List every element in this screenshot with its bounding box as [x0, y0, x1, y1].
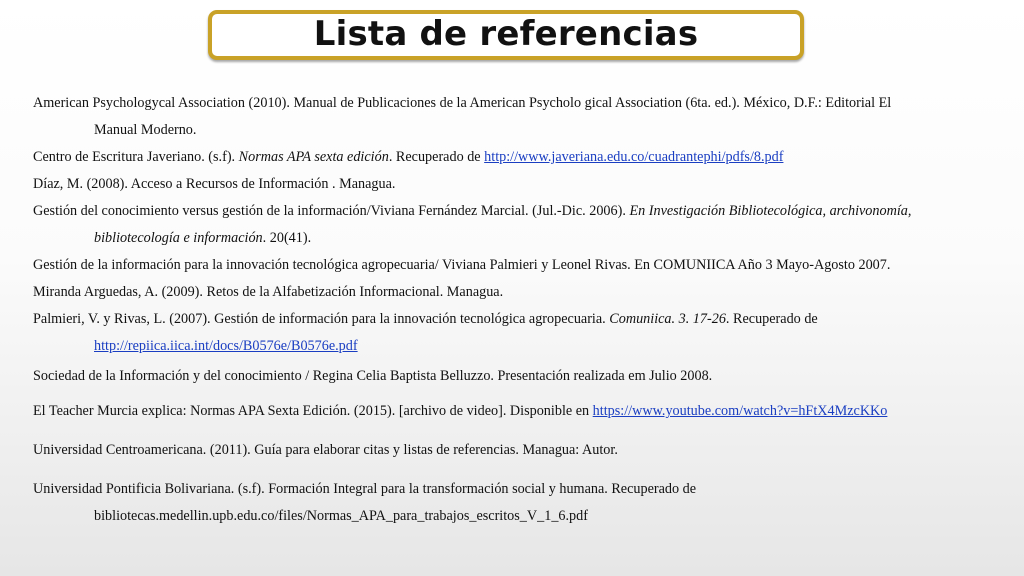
reference-sociedad — [33, 363, 993, 390]
reference-text: Universidad Pontificia Bolivariana. (s.f). Formación Integral para la transformación social y humana. Recuperado de — [33, 481, 697, 497]
reference-text: Palmieri, V. y Rivas, L. (2007). Gestión de información para la innovación tecnológica agropecuaria. — [33, 311, 610, 327]
reference-text: Díaz, M. (2008). Acceso a Recursos de Información . Managua. — [33, 176, 396, 192]
reference-miranda — [33, 279, 993, 306]
slide-title: Lista de referencias — [313, 14, 699, 54]
reference-upb-line-1 — [33, 476, 993, 503]
reference-apa-line-1 — [33, 90, 993, 117]
reference-gestion-informacion — [33, 252, 993, 279]
reference-link-javeriana[interactable]: http://www.javeriana.edu.co/cuadrantephi/pdfs/8.pdf — [484, 149, 784, 165]
reference-text: . 20(41). — [262, 230, 312, 246]
reference-text: Centro de Escritura Javeriano. (s.f). — [33, 149, 239, 165]
reference-text: Gestión de la información para la innovación tecnológica agropecuaria/ Viviana Palmieri y Leonel Rivas. En COMUNIICA Año 3 Mayo-Agosto 2007. — [33, 257, 891, 273]
reference-text: bibliotecas.medellin.upb.edu.co/files/Normas_APA_para_trabajos_escritos_V_1_6.pdf — [94, 508, 588, 524]
reference-title-italic: Comuniica. 3. 17-26 — [609, 311, 726, 327]
reference-text: Gestión del conocimiento versus gestión de la información/Viviana Fernández Marcial. (Jul.-Dic. 2006). — [33, 203, 630, 219]
reference-text: American Psychologycal Association (2010). Manual de Publicaciones de la American Psycholo gical Association (6ta. ed.). México, D.F.: Editorial El — [33, 95, 892, 111]
reference-list — [33, 90, 993, 530]
reference-title-italic: Normas APA sexta edición — [238, 149, 389, 165]
title-box — [208, 10, 804, 60]
reference-diaz — [33, 171, 993, 198]
reference-text: Manual Moderno. — [94, 122, 197, 138]
reference-gestion-conocimiento-line-1 — [33, 198, 993, 225]
reference-link-repiica[interactable]: http://repiica.iica.int/docs/B0576e/B0576e.pdf — [94, 338, 358, 354]
reference-gestion-conocimiento-line-2 — [33, 225, 993, 252]
reference-teacher-murcia — [33, 398, 993, 425]
reference-title-italic: bibliotecología e información — [94, 230, 263, 246]
reference-text: Universidad Centroamericana. (2011). Guía para elaborar citas y listas de referencias. Managua: Autor. — [33, 442, 618, 458]
reference-uca — [33, 437, 993, 464]
reference-link-youtube[interactable]: https://www.youtube.com/watch?v=hFtX4MzcKKo — [592, 403, 888, 419]
reference-palmieri-line-2 — [33, 333, 993, 360]
reference-upb-line-2 — [33, 503, 993, 530]
reference-text: El Teacher Murcia explica: Normas APA Sexta Edición. (2015). [archivo de video]. Disponible en — [33, 403, 593, 419]
reference-text: Miranda Arguedas, A. (2009). Retos de la Alfabetización Informacional. Managua. — [33, 284, 504, 300]
reference-javeriano — [33, 144, 993, 171]
reference-text: Sociedad de la Información y del conocimiento / Regina Celia Baptista Belluzzo. Presentación realizada em Julio 2008. — [33, 368, 713, 384]
reference-text: . Recuperado de — [388, 149, 485, 165]
reference-text: . Recuperado de — [725, 311, 818, 327]
reference-title-italic: En Investigación Bibliotecológica, archivonomía, — [629, 203, 912, 219]
reference-palmieri-line-1 — [33, 306, 993, 333]
reference-apa-line-2 — [33, 117, 993, 144]
